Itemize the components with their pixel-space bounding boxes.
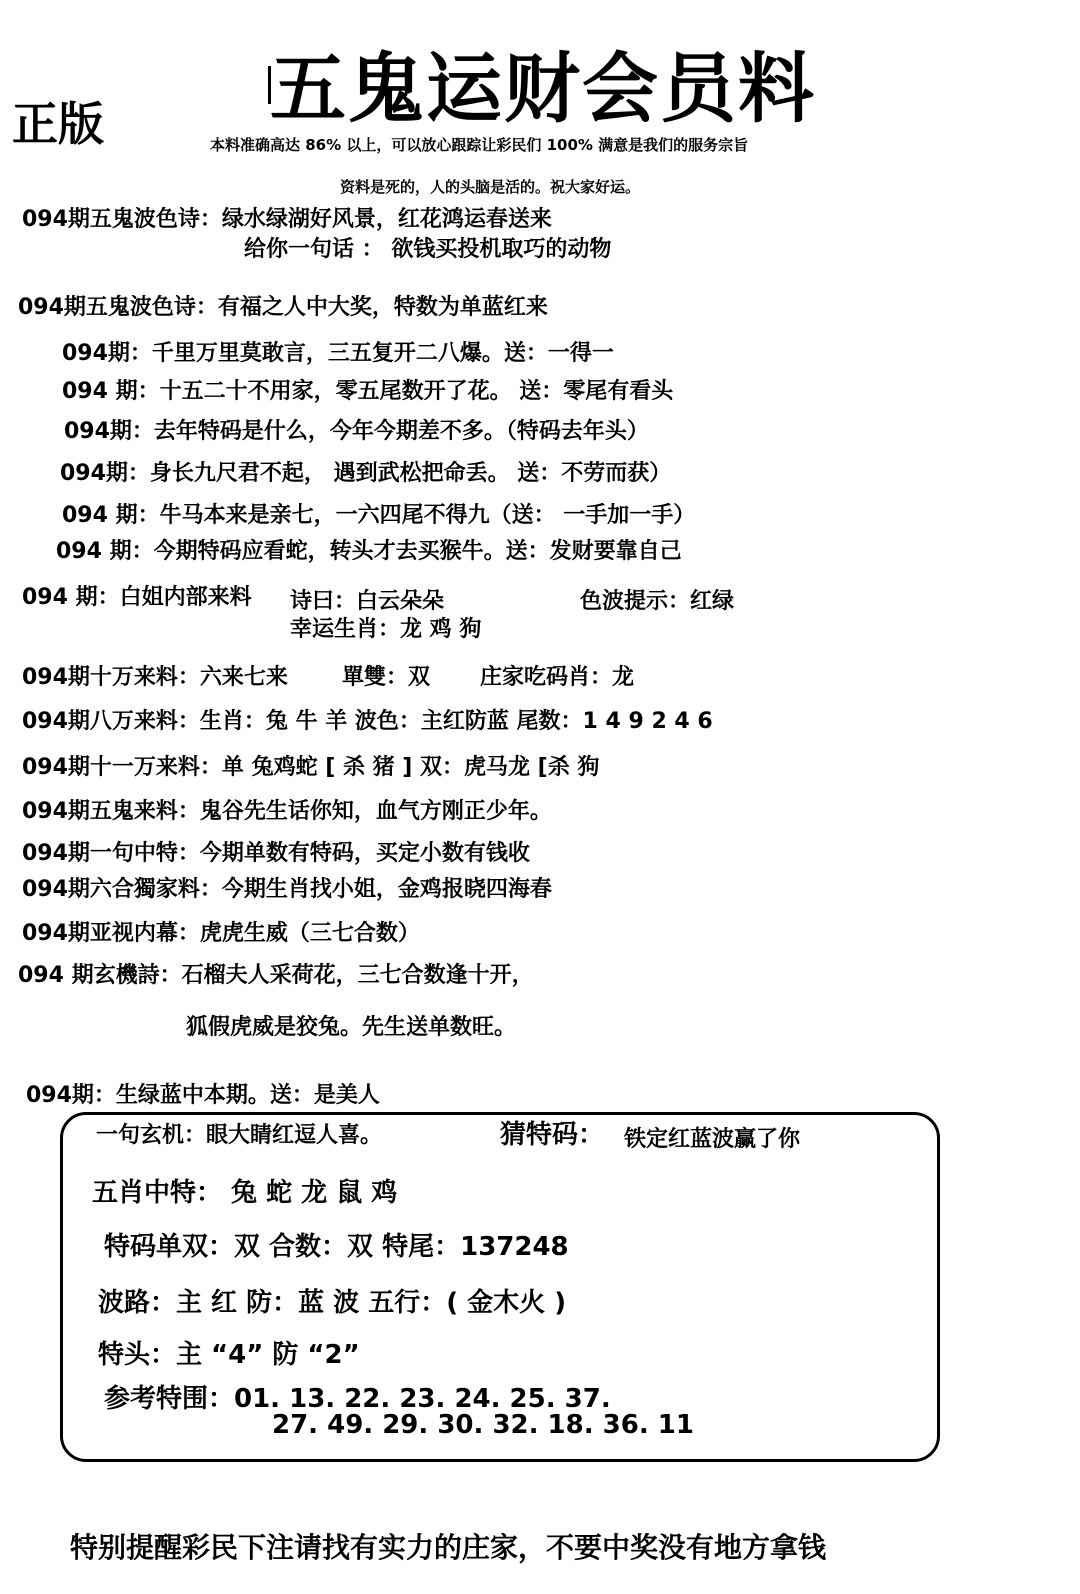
box-cai-tema-value: 铁定红蓝波赢了你 (624, 1127, 801, 1152)
box-tema-danshuang: 特码单双：双 合数：双 特尾：137248 (104, 1232, 569, 1262)
line-shenglvlan: 094期：生绿蓝中本期。送：是美人 (26, 1083, 380, 1108)
line-zhuangjia: 庄家吃码肖：龙 (480, 665, 635, 690)
line-wugui-lailiao: 094期五鬼来料：鬼谷先生话你知，血气方刚正少年。 (22, 799, 552, 824)
line-jinqi: 094 期：今期特码应看蛇，转头才去买猴牛。送：发财要靠自己 (56, 539, 682, 564)
line-yiju-zhongte: 094期一句中特：今期单数有特码，买定小数有钱收 (22, 841, 530, 866)
line-xingyun-shengxiao: 幸运生肖：龙 鸡 狗 (290, 617, 482, 642)
line-qunian: 094期：去年特码是什么，今年今期差不多。（特码去年头） (64, 419, 649, 444)
box-cankao-tewei-2: 27. 49. 29. 30. 32. 18. 36. 11 (272, 1410, 694, 1440)
line-baijie: 094 期：白姐内部来料 (22, 585, 252, 610)
box-cai-tema-label: 猜特码： (500, 1120, 605, 1150)
line-liuhe-dujia: 094期六合獨家料：今期生肖找小姐，金鸡报晓四海春 (22, 877, 552, 902)
line-shiwu: 094 期：十五二十不用家，零五尾数开了花。 送：零尾有看头 (62, 379, 674, 404)
line-shiwan: 094期十万来料：六来七来 (22, 665, 288, 690)
line-hujia-huwei: 狐假虎威是狡兔。先生送单数旺。 (186, 1015, 517, 1040)
footer-reminder: 特别提醒彩民下注请找有实力的庄家，不要中奖没有地方拿钱 (70, 1531, 827, 1564)
box-yiju-xuanji: 一句玄机：眼大睛红逗人喜。 (96, 1123, 383, 1148)
line-shiyue: 诗曰：白云朵朵 (290, 589, 445, 614)
authentic-stamp: 正版 (12, 97, 104, 151)
line-bawan: 094期八万来料：生肖：兔 牛 羊 波色：主红防蓝 尾数：1 4 9 2 4 6 (22, 709, 713, 734)
line-xuanji-shi: 094 期玄機詩：石榴夫人采荷花，三七合数逢十开， (18, 963, 534, 988)
line-danshuang: 單雙：双 (342, 665, 431, 690)
line-shenchang: 094期：身长九尺君不起， 遇到武松把命丢。 送：不劳而获） (60, 461, 672, 486)
line-wugui-bose-2: 094期五鬼波色诗：有福之人中大奖，特数为单蓝红来 (18, 295, 548, 320)
box-cankao-tewei-1: 参考特围：01. 13. 22. 23. 24. 25. 37. (104, 1384, 611, 1414)
line-gei-ni-yi-ju-hua: 给你一句话 ： 欲钱买投机取巧的动物 (244, 237, 612, 262)
box-bolu-wuxing: 波路：主 红 防：蓝 波 五行：( 金木火 ) (98, 1288, 567, 1318)
box-tetou: 特头：主 “4” 防 “2” (98, 1340, 360, 1370)
box-wuxiao-zhongte: 五肖中特： 兔 蛇 龙 鼠 鸡 (92, 1178, 398, 1208)
line-shiyiwan: 094期十一万来料：单 兔鸡蛇 [ 杀 猪 ] 双：虎马龙 [杀 狗 (22, 755, 600, 780)
page-title: 五鬼运财会员料 (270, 44, 816, 133)
line-sebo-tishi: 色波提示：红绿 (580, 589, 735, 614)
line-yashi-neimu: 094期亚视内幕：虎虎生威（三七合数） (22, 921, 420, 946)
line-qianli: 094期：千里万里莫敢言，三五复开二八爆。送：一得一 (62, 341, 614, 366)
line-niuma: 094 期：牛马本来是亲七，一六四尾不得九（送： 一手加一手） (62, 503, 696, 528)
line-wugui-bose-1: 094期五鬼波色诗：绿水绿湖好风景，红花鸿运春送来 (22, 207, 552, 232)
subtitle-motto: 资料是死的，人的头脑是活的。祝大家好运。 (340, 178, 641, 196)
subtitle-accuracy: 本料准确高达 86% 以上，可以放心跟踪让彩民们 100% 满意是我们的服务宗旨 (210, 136, 749, 154)
